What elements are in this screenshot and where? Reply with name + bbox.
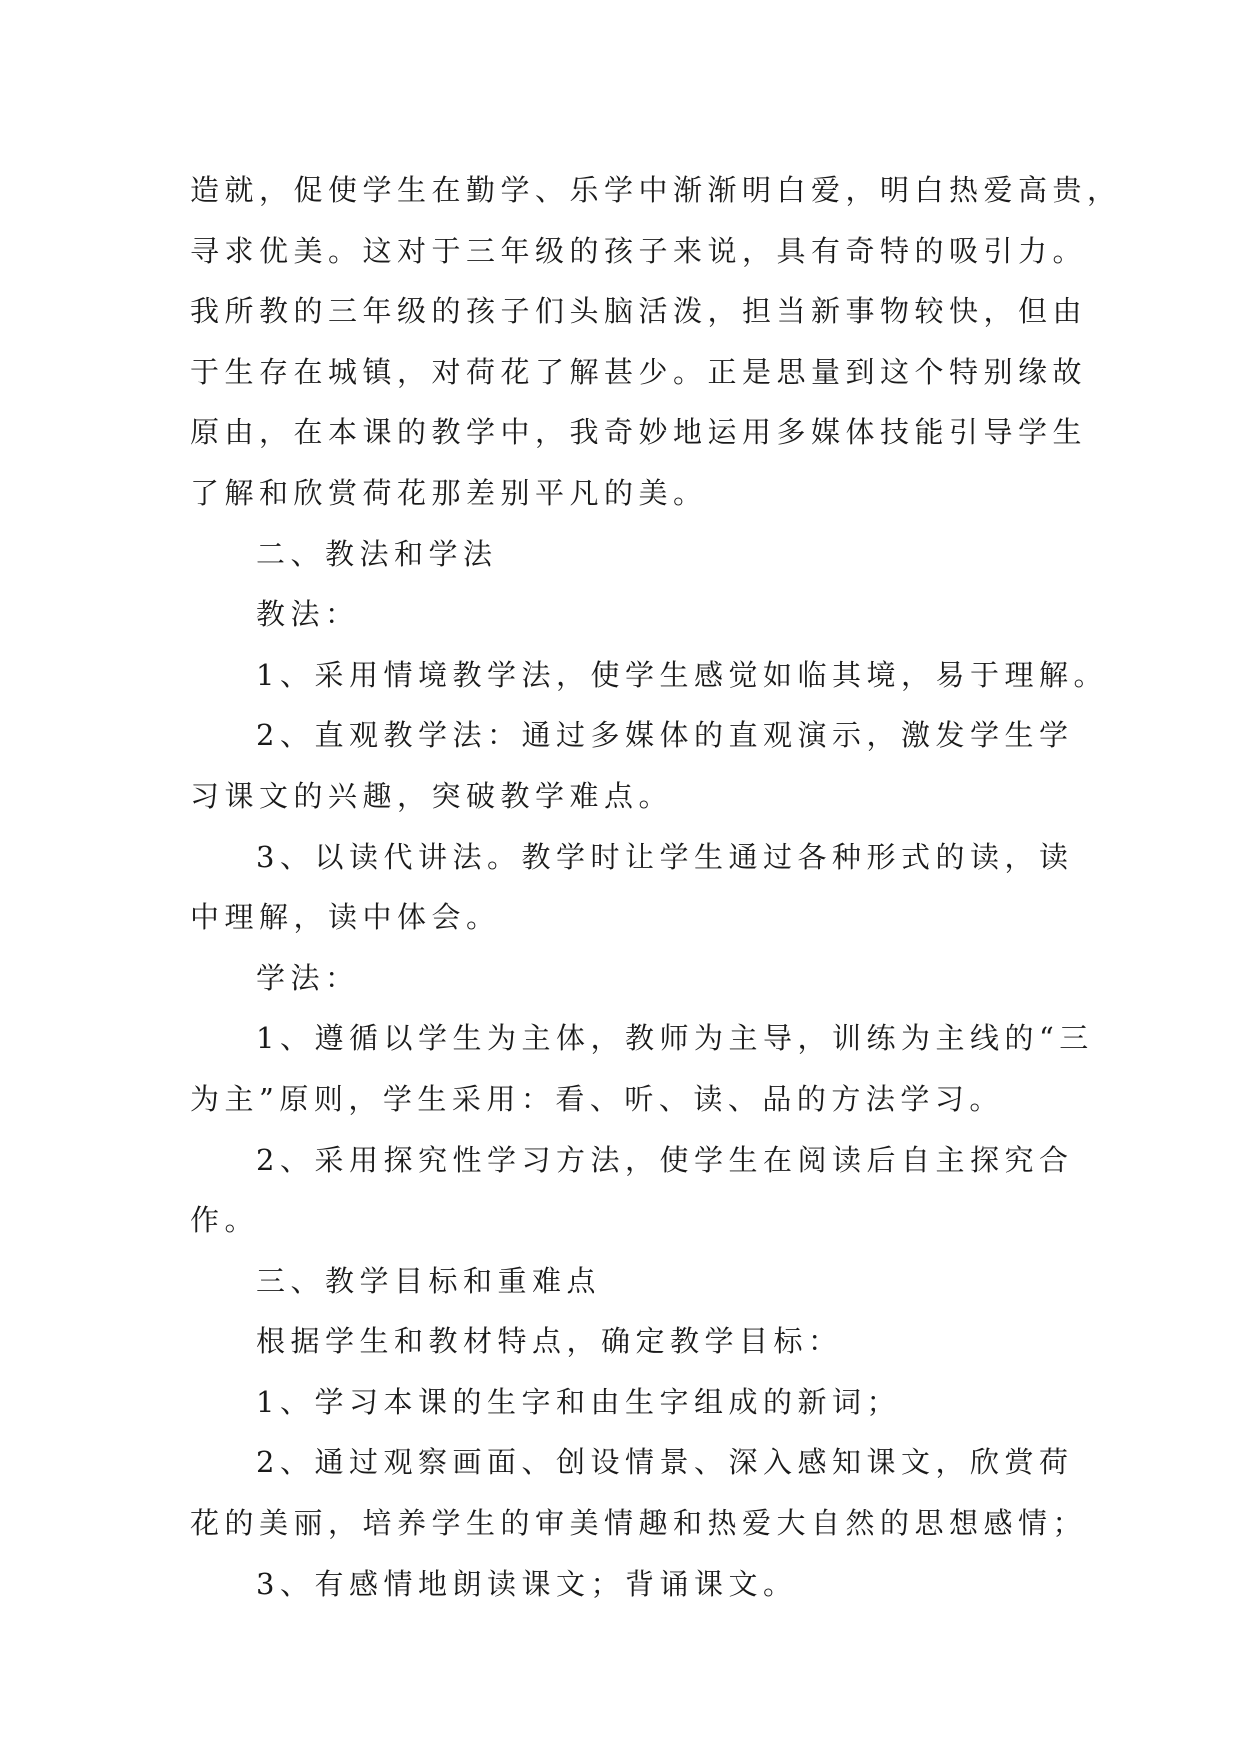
paragraph: 根据学生和教材特点，确定教学目标： (256, 1324, 843, 1359)
text-line: 造就，促使学生在勤学、乐学中渐渐明白爱，明白热爱高贵， (190, 173, 1122, 207)
list-item: 2、采用探究性学习方法，使学生在阅读后自主探究合 (256, 1142, 1074, 1177)
text-line: 花的美丽，培养学生的审美情趣和热爱大自然的思想感情； (190, 1506, 1088, 1541)
text-line: 我所教的三年级的孩子们头脑活泼，担当新事物较快，但由 (190, 294, 1088, 329)
list-item: 3、以读代讲法。教学时让学生通过各种形式的读，读 (256, 839, 1074, 874)
text-line: 寻求优美。这对于三年级的孩子来说，具有奇特的吸引力。 (190, 233, 1088, 268)
text-line: 作。 (190, 1203, 260, 1238)
text-line: 为主”原则，学生采用：看、听、读、品的方法学习。 (190, 1081, 1004, 1116)
text-line: 习课文的兴趣，突破教学难点。 (190, 778, 674, 813)
document-body (190, 160, 1122, 1614)
subheading: 教法： (256, 597, 360, 632)
list-item: 1、学习本课的生字和由生字组成的新词； (256, 1384, 901, 1419)
text-line: 原由，在本课的教学中，我奇妙地运用多媒体技能引导学生 (190, 415, 1088, 450)
list-item: 2、通过观察画面、创设情景、深入感知课文，欣赏荷 (256, 1445, 1074, 1480)
section-heading: 二、教法和学法 (256, 536, 498, 571)
list-item: 2、直观教学法：通过多媒体的直观演示，激发学生学 (256, 718, 1074, 753)
subheading: 学法： (256, 960, 360, 995)
text-line: 了解和欣赏荷花那差别平凡的美。 (190, 475, 708, 510)
text-line: 中理解，读中体会。 (190, 900, 501, 935)
text-line: 于生存在城镇，对荷花了解甚少。正是思量到这个特别缘故 (190, 354, 1088, 389)
list-item: 1、采用情境教学法，使学生感觉如临其境，易于理解。 (256, 657, 1108, 692)
list-item: 3、有感情地朗读课文；背诵课文。 (256, 1566, 798, 1601)
section-heading: 三、教学目标和重难点 (256, 1263, 602, 1298)
list-item: 1、遵循以学生为主体，教师为主导，训练为主线的“三 (256, 1021, 1094, 1056)
